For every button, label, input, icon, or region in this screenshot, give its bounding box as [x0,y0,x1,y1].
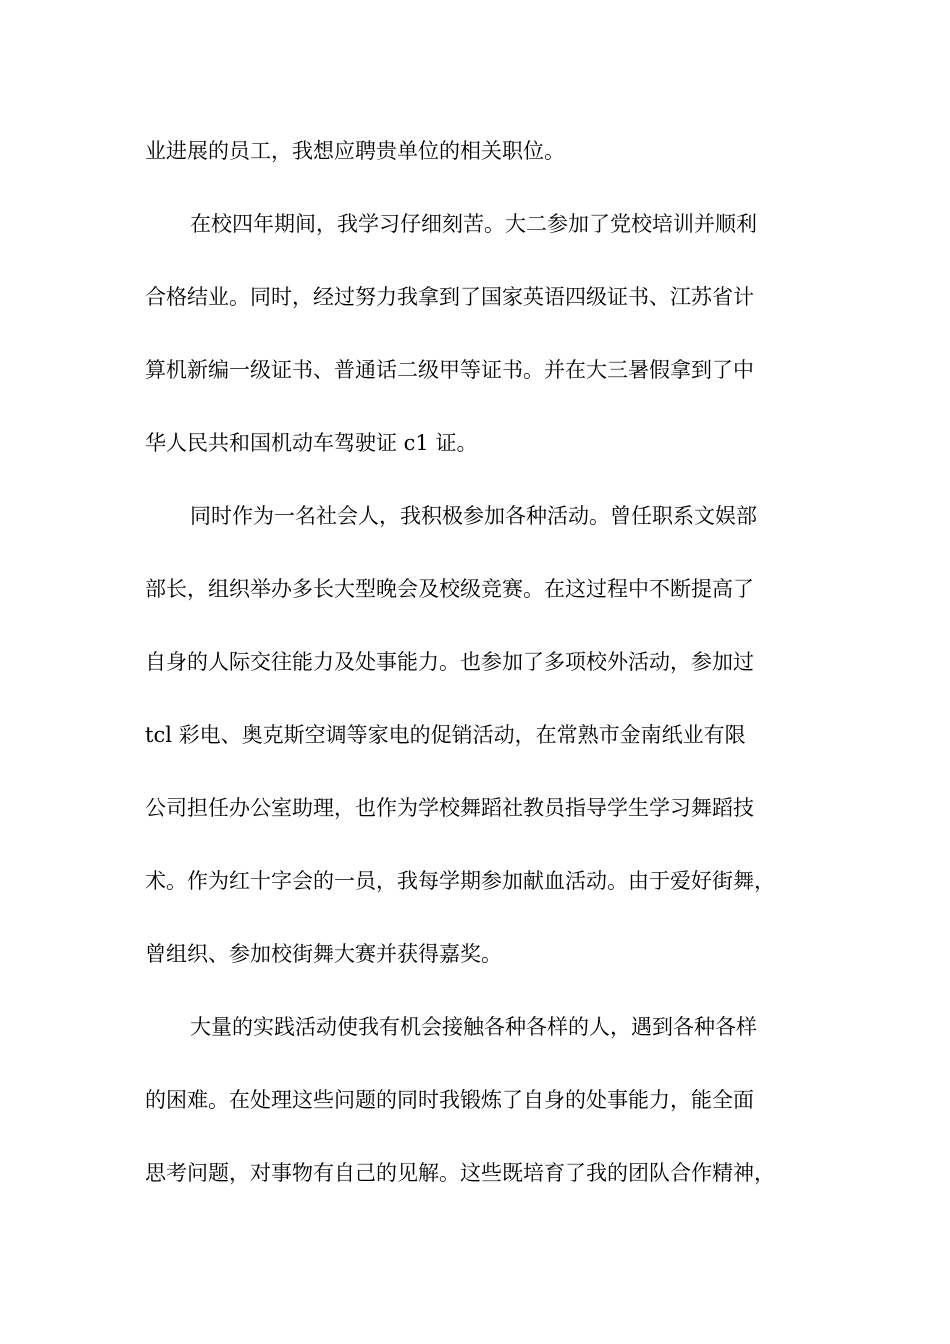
text-line: 公司担任办公室助理，也作为学校舞蹈社教员指导学生学习舞蹈技 [145,796,754,820]
text-line: 曾组织、参加校街舞大赛并获得嘉奖。 [145,942,502,966]
text-line: 思考问题，对事物有自己的见解。这些既培育了我的团队合作精神， [145,1161,775,1185]
text-line: 的困难。在处理这些问题的同时我锻炼了自身的处事能力，能全面 [145,1088,754,1112]
text-line: 部长，组织举办多长大型晚会及校级竞赛。在这过程中不断提高了 [145,577,754,601]
text-line: 算机新编一级证书、普通话二级甲等证书。并在大三暑假拿到了中 [145,358,754,382]
text-line: 业进展的员工，我想应聘贵单位的相关职位。 [145,139,565,163]
text-line: 术。作为红十字会的一员，我每学期参加献血活动。由于爱好街舞， [145,869,775,893]
text-line: tcl 彩电、奥克斯空调等家电的促销活动，在常熟市金南纸业有限 [145,723,746,747]
text-line: 华人民共和国机动车驾驶证 c1 证。 [145,431,478,455]
paragraph-first-line: 大量的实践活动使我有机会接触各种各样的人，遇到各种各样 [190,1015,757,1039]
paragraph-first-line: 同时作为一名社会人，我积极参加各种活动。曾任职系文娱部 [190,504,757,528]
text-line: 合格结业。同时，经过努力我拿到了国家英语四级证书、江苏省计 [145,285,754,309]
text-line: 自身的人际交往能力及处事能力。也参加了多项校外活动，参加过 [145,650,754,674]
paragraph-first-line: 在校四年期间，我学习仔细刻苦。大二参加了党校培训并顺利 [190,212,757,236]
